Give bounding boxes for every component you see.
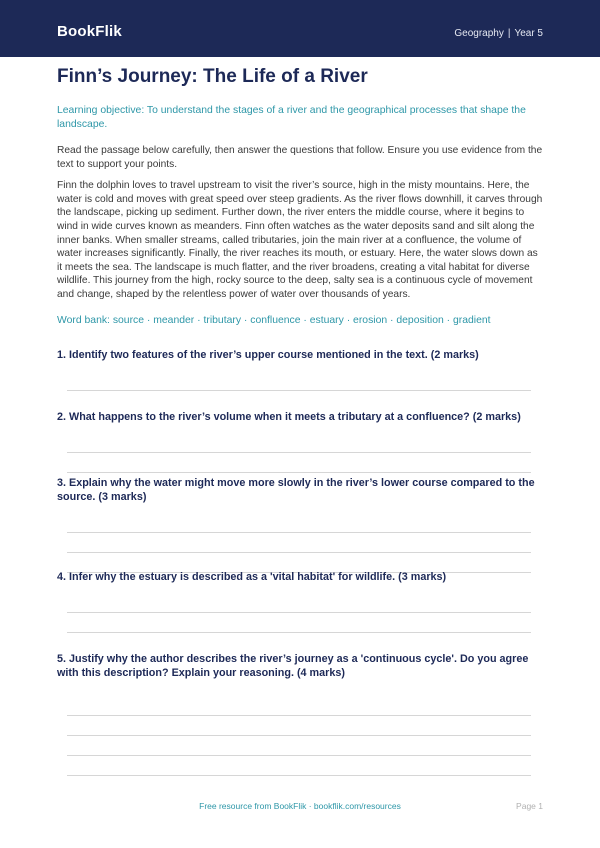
word-bank: Word bank: source · meander · tributary · confluence · estuary · erosion · deposition · gradient — [57, 314, 491, 326]
page-title: Finn’s Journey: The Life of a River — [57, 66, 368, 87]
question-2: 2. What happens to the river’s volume when it meets a tributary at a confluence? (2 marks) — [57, 410, 521, 423]
brand-logo[interactable]: BookFlik — [57, 23, 122, 40]
answer-line[interactable] — [67, 612, 531, 613]
reading-passage: Finn the dolphin loves to travel upstream to visit the river’s source, high in the misty mountains. Here, the water is cold and moves with great speed over steep gradients. As the river flows downhill, it carves through the landscape, picking up sediment. Further down, the river enters the middle course, where it begins to wind in wide curves known as meanders. Finn often watches as the water deposits sand and silt along the inner banks. When smaller streams, called tributaries, join the main river at a confluence, the volume of water increases significantly. Finally, the river reaches its mouth, or estuary. Here, the water slows down as it meets the sea. The landscape is much flatter, and the river broadens, creating a vital habitat for diverse wildlife. This journey from the high, rocky source to the deep, salty sea is a continuous cycle of movement and change, shaped by the relentless power of water over thousands of years. — [57, 180, 543, 300]
question-4: 4. Infer why the estuary is described as a 'vital habitat' for wildlife. (3 marks) — [57, 570, 447, 583]
question-3: 3. Explain why the water might move more slowly in the river’s lower course compared to the source. (3 marks) — [57, 476, 535, 503]
answer-line[interactable] — [67, 715, 531, 716]
footer-resource-link[interactable]: Free resource from BookFlik · bookflik.com/resources — [199, 801, 401, 811]
header-meta: Geography | Year 5 — [454, 28, 543, 39]
answer-line[interactable] — [67, 632, 531, 633]
learning-objective: Learning objective: To understand the stages of a river and the geographical processes that shape the landscape. — [57, 105, 526, 130]
answer-line[interactable] — [67, 390, 531, 391]
answer-line[interactable] — [67, 755, 531, 756]
question-1: 1. Identify two features of the river’s upper course mentioned in the text. (2 marks) — [57, 348, 479, 361]
header-bar — [0, 0, 600, 57]
answer-line[interactable] — [67, 532, 531, 533]
answer-line[interactable] — [67, 775, 531, 776]
question-5: 5. Justify why the author describes the river’s journey as a 'continuous cycle'. Do you agree with this description? Explain your reasoning. (4 marks) — [57, 652, 529, 679]
instructions: Read the passage below carefully, then answer the questions that follow. Ensure you use evidence from the text to support your points. — [57, 145, 543, 170]
answer-line[interactable] — [67, 472, 531, 473]
answer-line[interactable] — [67, 552, 531, 553]
subject-label: Geography — [454, 28, 504, 39]
worksheet-content — [57, 64, 543, 776]
answer-line[interactable] — [67, 452, 531, 453]
year-label: Year 5 — [514, 28, 543, 39]
answer-line[interactable] — [67, 735, 531, 736]
page-number: Page 1 — [516, 801, 543, 811]
